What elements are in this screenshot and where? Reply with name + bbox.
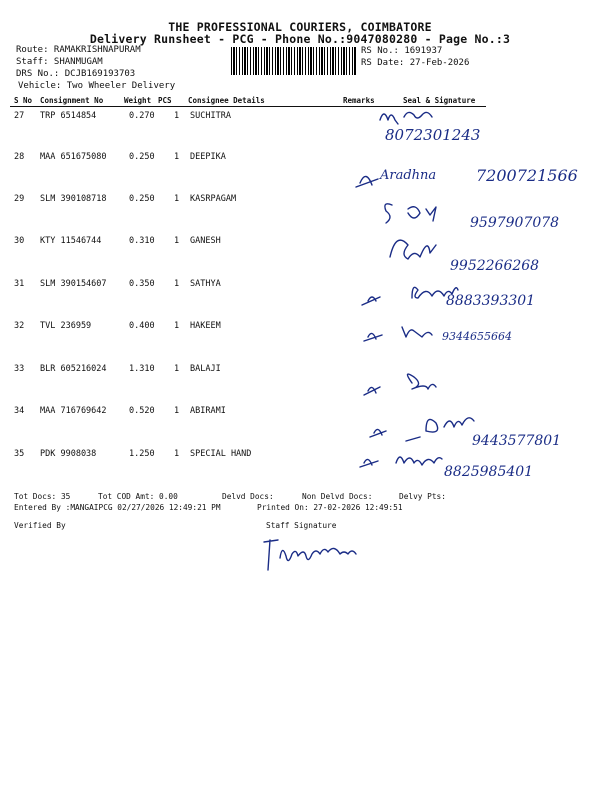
- row-consignee: ABIRAMI: [190, 406, 226, 416]
- company-title: THE PROFESSIONAL COURIERS, COIMBATORE: [168, 20, 432, 34]
- row-pcs: 1: [174, 194, 180, 204]
- row-sno: 29: [14, 194, 25, 204]
- delivered-docs: Delvd Docs:: [222, 492, 274, 501]
- total-cod-amount: Tot COD Amt: 0.00: [98, 492, 178, 501]
- row-weight: 0.310: [129, 236, 155, 246]
- barcode: [231, 47, 357, 75]
- row-weight: 0.270: [129, 111, 155, 121]
- total-docs: Tot Docs: 35: [14, 492, 71, 501]
- non-delivered-docs: Non Delvd Docs:: [302, 492, 373, 501]
- vehicle: Vehicle: Two Wheeler Delivery: [18, 81, 176, 91]
- row-consignee: HAKEEM: [190, 321, 221, 331]
- row-sno: 30: [14, 236, 25, 246]
- row-sno: 31: [14, 279, 25, 289]
- staff-signature: [262, 536, 402, 576]
- row-pcs: 1: [174, 236, 180, 246]
- runsheet-subtitle: Delivery Runsheet - PCG - Phone No.:9047080280 - Page No.:3: [89, 32, 511, 46]
- row-consignee: SATHYA: [190, 279, 221, 289]
- verified-by: Verified By: [14, 521, 66, 530]
- signature-28: Aradhna: [380, 168, 437, 183]
- col-seal-signature: Seal & Signature: [403, 96, 476, 105]
- col-pcs: PCS: [158, 96, 172, 105]
- row-sno: 33: [14, 364, 25, 374]
- printed-on: Printed On: 27-02-2026 12:49:51: [257, 503, 403, 512]
- row-weight: 0.350: [129, 279, 155, 289]
- row-consignee: SPECIAL HAND: [190, 449, 252, 459]
- col-consignee: Consignee Details: [188, 96, 265, 105]
- row-consignment: BLR 605216024: [40, 364, 107, 374]
- phone-27: 8072301243: [385, 126, 481, 144]
- row-weight: 0.520: [129, 406, 155, 416]
- row-consignment: TRP 6514854: [40, 111, 97, 121]
- row-pcs: 1: [174, 152, 180, 162]
- row-consignee: GANESH: [190, 236, 221, 246]
- row-weight: 0.250: [129, 194, 155, 204]
- row-sno: 32: [14, 321, 25, 331]
- handwritten-signatures: [350, 105, 600, 505]
- row-consignment: KTY 11546744: [40, 236, 102, 246]
- row-sno: 27: [14, 111, 25, 121]
- row-consignment: MAA 651675080: [40, 152, 107, 162]
- route: Route: RAMAKRISHNAPURAM: [16, 45, 141, 55]
- col-remarks: Remarks: [343, 96, 375, 105]
- row-consignment: PDK 9908038: [40, 449, 97, 459]
- row-weight: 0.250: [129, 152, 155, 162]
- staff: Staff: SHANMUGAM: [16, 57, 103, 67]
- row-weight: 0.400: [129, 321, 155, 331]
- row-consignment: TVL 236959: [40, 321, 92, 331]
- staff-signature-label: Staff Signature: [266, 521, 337, 530]
- rs-date: RS Date: 27-Feb-2026: [361, 58, 470, 68]
- row-consignee: BALAJI: [190, 364, 221, 374]
- entered-by: Entered By :MANGAIPCG 02/27/2026 12:49:21 PM: [14, 503, 221, 512]
- phone-34: 9443577801: [472, 433, 562, 449]
- row-weight: 1.310: [129, 364, 155, 374]
- row-pcs: 1: [174, 321, 180, 331]
- row-pcs: 1: [174, 449, 180, 459]
- row-pcs: 1: [174, 364, 180, 374]
- row-consignee: DEEPIKA: [190, 152, 226, 162]
- col-sno: S No: [14, 96, 33, 105]
- row-consignee: SUCHITRA: [190, 111, 231, 121]
- phone-28: 7200721566: [476, 166, 578, 185]
- row-sno: 28: [14, 152, 25, 162]
- phone-31: 8883393301: [446, 293, 536, 309]
- phone-29: 9597907078: [470, 215, 560, 231]
- row-pcs: 1: [174, 406, 180, 416]
- delivery-points: Delvy Pts:: [399, 492, 446, 501]
- phone-35: 8825985401: [444, 464, 534, 480]
- row-sno: 34: [14, 406, 25, 416]
- row-pcs: 1: [174, 111, 180, 121]
- row-consignee: KASRPAGAM: [190, 194, 237, 204]
- row-pcs: 1: [174, 279, 180, 289]
- phone-32: 9344655664: [442, 330, 512, 343]
- row-weight: 1.250: [129, 449, 155, 459]
- rs-number: RS No.: 1691937: [361, 46, 443, 56]
- drs-number: DRS No.: DCJB169193703: [16, 69, 136, 79]
- phone-30: 9952266268: [450, 258, 540, 274]
- col-weight: Weight: [124, 96, 152, 105]
- row-sno: 35: [14, 449, 25, 459]
- col-consignment: Consignment No: [40, 96, 104, 105]
- row-consignment: MAA 716769642: [40, 406, 107, 416]
- row-consignment: SLM 390108718: [40, 194, 107, 204]
- row-consignment: SLM 390154607: [40, 279, 107, 289]
